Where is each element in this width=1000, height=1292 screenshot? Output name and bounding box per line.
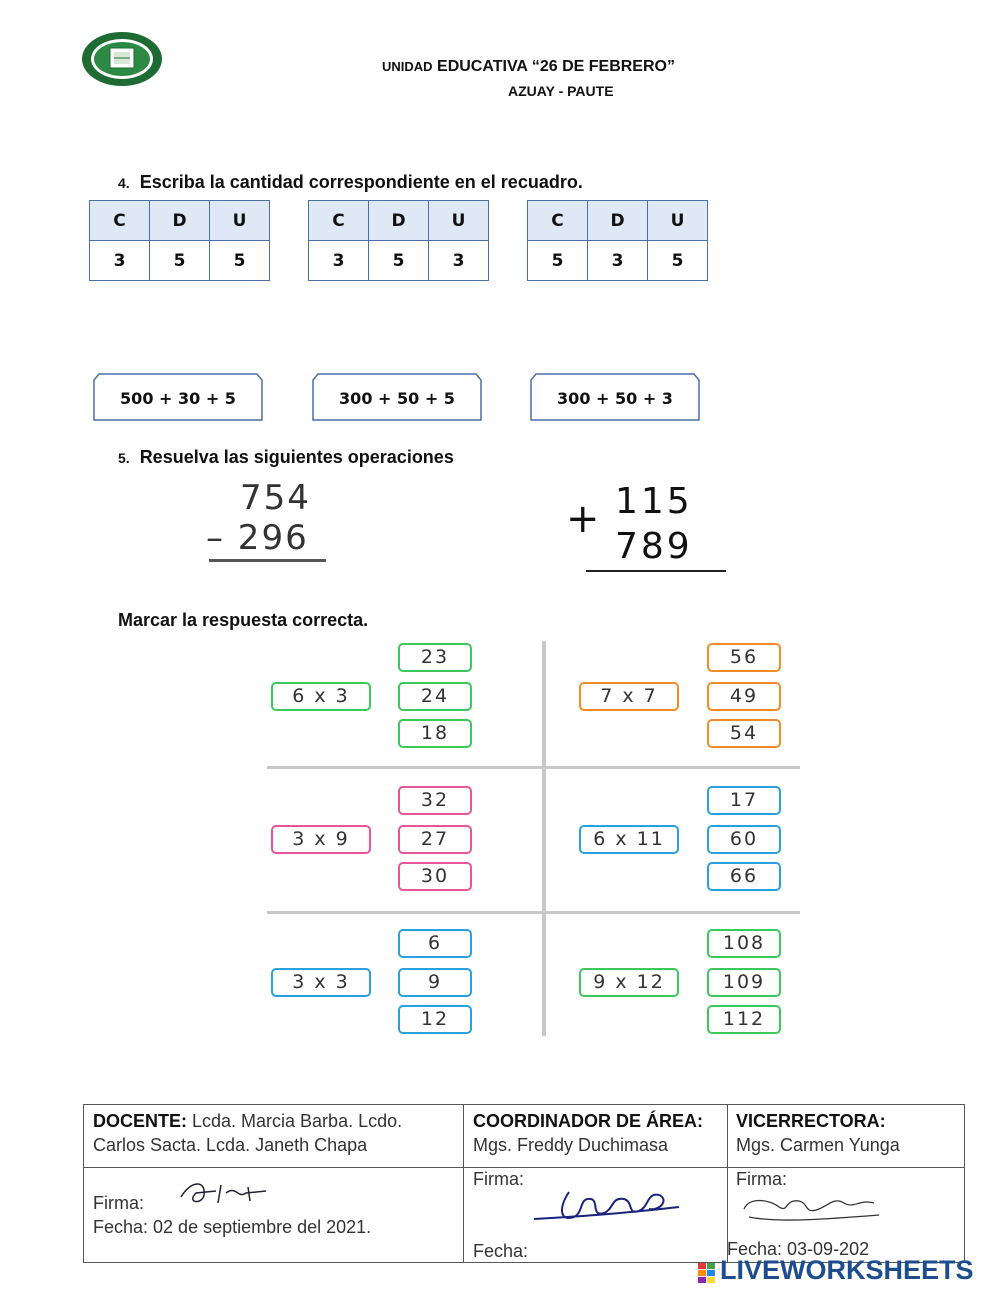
option-27[interactable]: 27 — [398, 825, 472, 854]
option-24[interactable]: 24 — [398, 682, 472, 711]
addition-line — [586, 570, 726, 572]
cdu-table-2: C D U 3 5 3 — [308, 200, 489, 281]
fecha-vicerrectora: Fecha: 03-09-202 — [727, 1239, 870, 1259]
option-109[interactable]: 109 — [707, 968, 781, 997]
option-23[interactable]: 23 — [398, 643, 472, 672]
grid-divider-horizontal-1 — [267, 766, 800, 769]
problem-3x3: 3 x 3 — [271, 968, 371, 997]
option-12[interactable]: 12 — [398, 1005, 472, 1034]
problem-6x11: 6 x 11 — [579, 825, 679, 854]
signature-coordinador — [529, 1177, 689, 1237]
option-6[interactable]: 6 — [398, 929, 472, 958]
addition-top: 115 — [615, 481, 693, 522]
option-54[interactable]: 54 — [707, 719, 781, 748]
school-title: UNIDAD EDUCATIVA “26 DE FEBRERO” — [382, 58, 675, 75]
vicerrectora-cell: VICERRECTORA: Mgs. Carmen Yunga — [736, 1111, 900, 1155]
fecha-docente: Fecha: 02 de septiembre del 2021. — [93, 1217, 372, 1237]
cdu-table-1: C D U 3 5 5 — [89, 200, 270, 281]
option-18[interactable]: 18 — [398, 719, 472, 748]
firma-coordinador-label: Firma: — [473, 1169, 524, 1189]
question-4-title: 4. Escriba la cantidad correspondiente en el recuadro. — [118, 172, 583, 192]
grid-divider-horizontal-2 — [267, 911, 800, 914]
subtraction-top: 754 — [240, 478, 311, 518]
firma-docente-label: Firma: — [93, 1193, 144, 1213]
expression-box-2[interactable]: 300 + 50 + 5 — [312, 373, 482, 421]
signature-table — [83, 1104, 965, 1263]
liveworksheets-logo: LIVEWORKSHEETS — [698, 1255, 974, 1286]
firma-vicerrectora-label: Firma: — [736, 1169, 787, 1189]
docente-cell: DOCENTE: Lcda. Marcia Barba. Lcdo. Carlos Sacta. Lcda. Janeth Chapa — [93, 1111, 403, 1155]
option-56[interactable]: 56 — [707, 643, 781, 672]
coordinador-cell: COORDINADOR DE ÁREA: Mgs. Freddy Duchimasa — [473, 1111, 704, 1155]
problem-6x3: 6 x 3 — [271, 682, 371, 711]
school-location: AZUAY - PAUTE — [508, 83, 614, 99]
addition-bottom: 789 — [615, 526, 693, 567]
fecha-coordinador: Fecha: — [473, 1241, 529, 1261]
option-49[interactable]: 49 — [707, 682, 781, 711]
marcar-title: Marcar la respuesta correcta. — [118, 610, 369, 630]
option-17[interactable]: 17 — [707, 786, 781, 815]
option-30[interactable]: 30 — [398, 862, 472, 891]
subtraction-bottom: – 296 — [206, 518, 309, 558]
signature-vicerrectora — [739, 1189, 889, 1233]
option-108[interactable]: 108 — [707, 929, 781, 958]
option-9[interactable]: 9 — [398, 968, 472, 997]
option-66[interactable]: 66 — [707, 862, 781, 891]
option-60[interactable]: 60 — [707, 825, 781, 854]
option-112[interactable]: 112 — [707, 1005, 781, 1034]
grid-divider-vertical — [542, 641, 546, 1036]
problem-9x12: 9 x 12 — [579, 968, 679, 997]
subtraction-line — [209, 559, 326, 562]
expression-box-3[interactable]: 300 + 50 + 3 — [530, 373, 700, 421]
option-32[interactable]: 32 — [398, 786, 472, 815]
addition-sign: + — [566, 496, 603, 542]
cdu-table-3: C D U 5 3 5 — [527, 200, 708, 281]
signature-docente — [176, 1175, 276, 1211]
problem-3x9: 3 x 9 — [271, 825, 371, 854]
problem-7x7: 7 x 7 — [579, 682, 679, 711]
expression-box-1[interactable]: 500 + 30 + 5 — [93, 373, 263, 421]
question-5-title: 5. Resuelva las siguientes operaciones — [118, 447, 454, 467]
school-logo — [80, 30, 164, 88]
